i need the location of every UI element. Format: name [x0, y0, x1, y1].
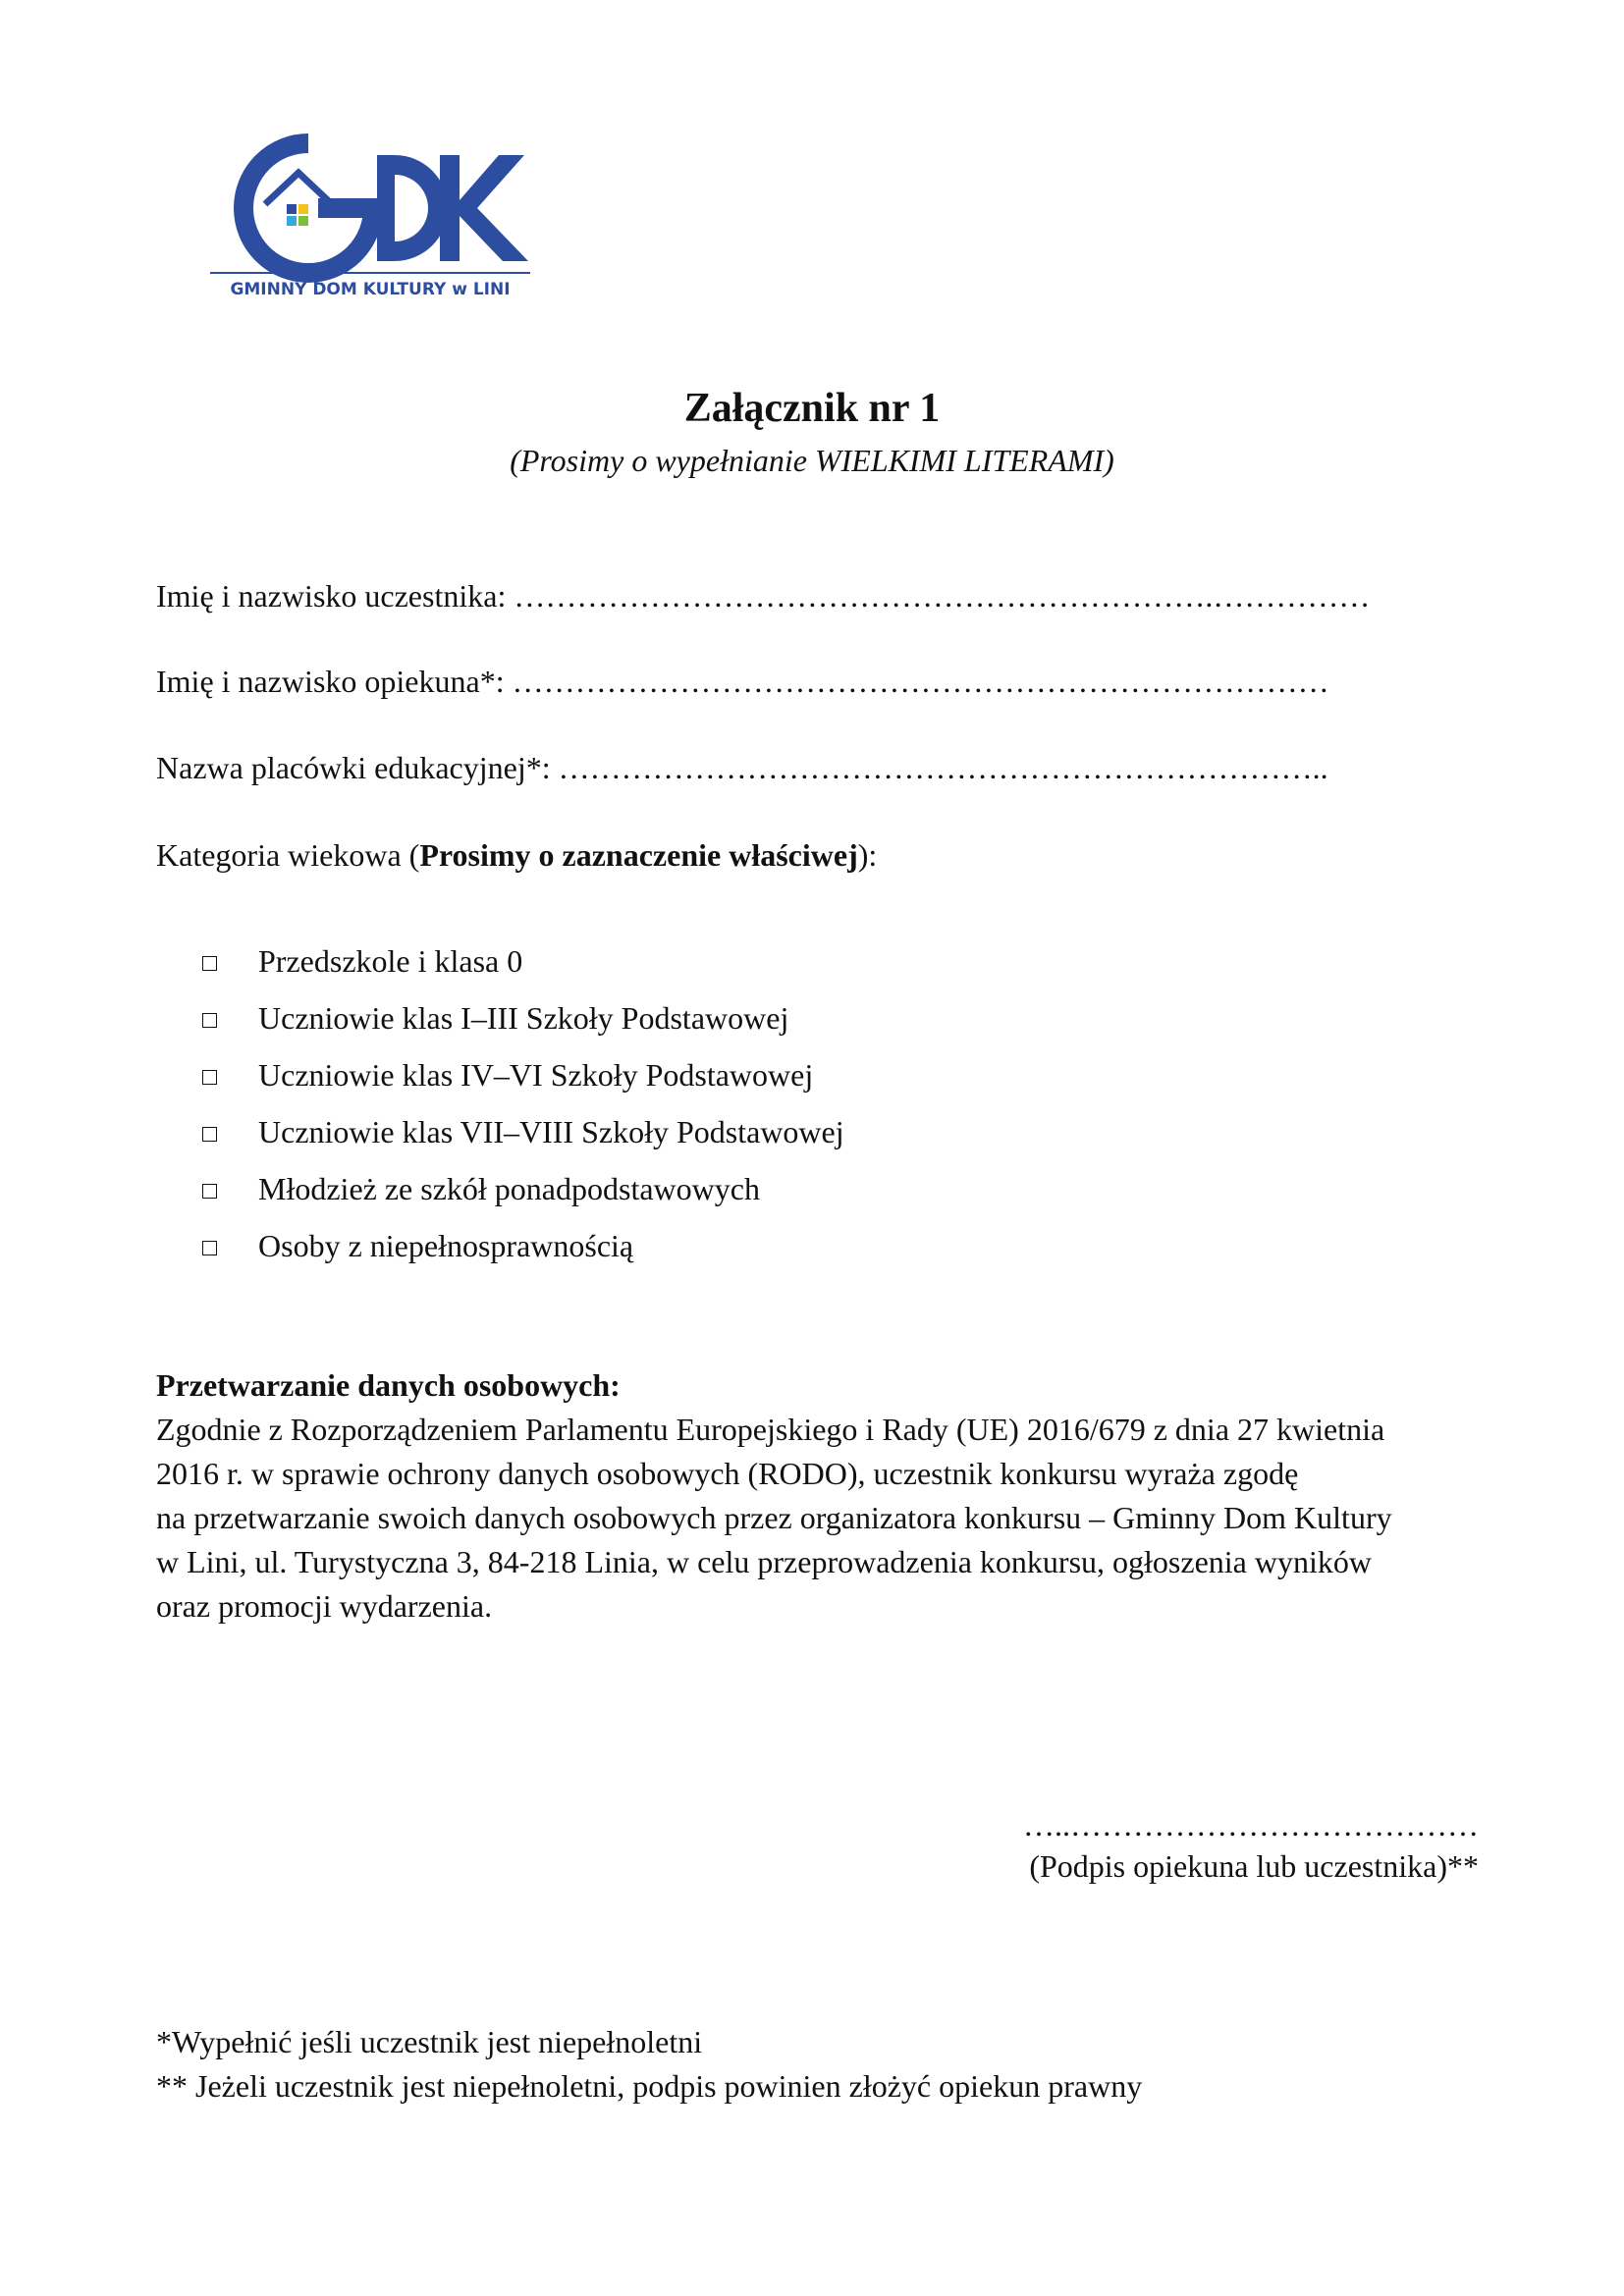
footnote: *Wypełnić jeśli uczestnik jest niepełnoletni — [156, 2024, 703, 2059]
category-option-label: Młodzież ze szkół ponadpodstawowych — [258, 1171, 760, 1206]
checkbox-icon[interactable] — [202, 1241, 217, 1255]
checkbox-icon[interactable] — [202, 1013, 217, 1028]
gdk-logo — [208, 126, 532, 302]
category-option[interactable] — [202, 1046, 844, 1103]
category-option-label: Uczniowie klas VII–VIII Szkoły Podstawowej — [258, 1114, 844, 1149]
category-option-label: Uczniowie klas I–III Szkoły Podstawowej — [258, 1000, 789, 1036]
footnotes — [156, 2020, 1142, 2109]
age-category-label — [156, 834, 877, 876]
category-option[interactable] — [202, 989, 844, 1046]
category-option-label: Uczniowie klas IV–VI Szkoły Podstawowej — [258, 1057, 814, 1093]
checkbox-icon[interactable] — [202, 956, 217, 971]
data-processing-heading: Przetwarzanie danych osobowych: — [156, 1367, 621, 1403]
footnote: ** Jeżeli uczestnik jest niepełnoletni, podpis powinien złożyć opiekun prawny — [156, 2068, 1143, 2104]
participant-name-field[interactable]: Imię i nazwisko uczestnika: ………………………………………………………….…………… — [156, 578, 1371, 614]
data-processing-section — [156, 1363, 1491, 1629]
category-option[interactable] — [202, 1103, 844, 1160]
category-option-label: Osoby z niepełnosprawnością — [258, 1228, 634, 1263]
rodo-line: Zgodnie z Rozporządzeniem Parlamentu Europejskiego i Rady (UE) 2016/679 z dnia 27 kwietnia — [156, 1412, 1385, 1447]
rodo-line: 2016 r. w sprawie ochrony danych osobowych (RODO), uczestnik konkursu wyraża zgodę — [156, 1456, 1299, 1491]
document-title: Załącznik nr 1 — [683, 386, 941, 431]
category-option-label: Przedszkole i klasa 0 — [258, 943, 523, 979]
signature-label: (Podpis opiekuna lub uczestnika)** — [1029, 1848, 1479, 1884]
age-category-instruction: Prosimy o zaznaczenie właściwej — [419, 837, 858, 873]
rodo-line: na przetwarzanie swoich danych osobowych przez organizatora konkursu – Gminny Dom Kultury — [156, 1500, 1392, 1535]
signature-line[interactable]: …..………………………………… — [1023, 1807, 1479, 1842]
checkbox-icon[interactable] — [202, 1184, 217, 1199]
signature-block — [1023, 1804, 1479, 1887]
gdk-logo-graphic — [208, 126, 532, 302]
age-category-prefix: Kategoria wiekowa ( — [156, 837, 420, 873]
data-processing-text — [156, 1408, 1491, 1629]
age-category-list — [202, 933, 844, 1274]
checkbox-icon[interactable] — [202, 1127, 217, 1142]
logo-text: GMINNY DOM KULTURY w LINI — [230, 280, 511, 299]
category-option[interactable] — [202, 1217, 844, 1274]
document-subtitle: (Prosimy o wypełnianie WIELKIMI LITERAMI) — [510, 443, 1114, 478]
guardian-name-field[interactable]: Imię i nazwisko opiekuna*: …………………………………………………………………… — [156, 664, 1329, 699]
category-option[interactable] — [202, 933, 844, 989]
institution-name-field[interactable]: Nazwa placówki edukacyjnej*: ……………………………………………………………….. — [156, 750, 1328, 785]
rodo-line: oraz promocji wydarzenia. — [156, 1588, 493, 1624]
category-option[interactable] — [202, 1160, 844, 1217]
age-category-suffix: ): — [857, 837, 878, 873]
rodo-line: w Lini, ul. Turystyczna 3, 84-218 Linia, w celu przeprowadzenia konkursu, ogłoszenia wyników — [156, 1544, 1372, 1579]
checkbox-icon[interactable] — [202, 1070, 217, 1085]
